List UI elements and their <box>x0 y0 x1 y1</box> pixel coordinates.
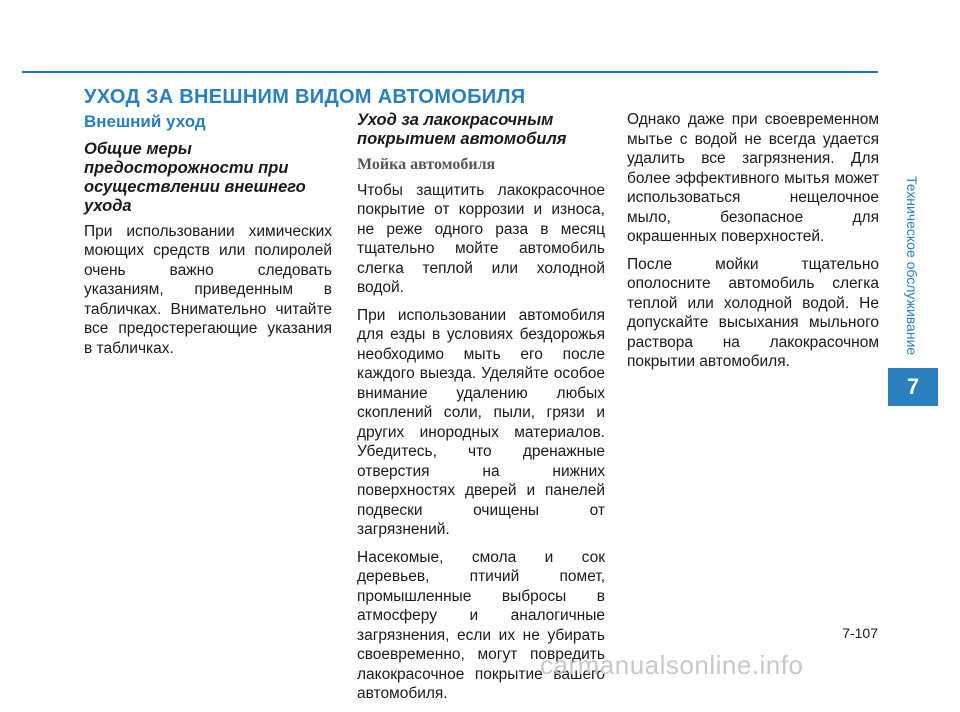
paragraph: Чтобы защитить лакокрасочное покрытие от коррозии и износа, не реже одного раза в месяц тщательно мойте автомобиль слегка теплой или холодной водой. <box>357 181 605 296</box>
page-number: 7-107 <box>842 625 878 641</box>
paragraph: При использовании химических моющих средств или полиролей очень важно следовать указаниям, приведенным в табличках. Внимательно читайте все предостерегающие указания в табличках. <box>84 222 332 357</box>
heading-external-care: Внешний уход <box>84 112 206 131</box>
paragraph: Однако даже при своевременном мытье с водой не всегда удается удалить все загрязнения. Для более эффективного мытья может использоваться нещелочное мыло, безопасное для окрашенных поверхностей. <box>627 111 879 245</box>
subheading-paint-care: Уход за лакокрасочным покрытием автомобиля <box>357 111 567 148</box>
paragraph: При использовании автомобиля для езды в условиях бездорожья необходимо мыть его после каждого выезда. Уделяйте особое внимание удалению любых скоплений соли, пыли, грязи и других инородных материалов. Убедитесь, что дренажные отверстия на нижних поверхностях дверей и панелей подвески очищены от загрязнений. <box>357 306 605 538</box>
side-section-label: Техническое обслуживание <box>904 176 920 356</box>
subheading-precautions: Общие меры предосторожности при осуществлении внешнего ухода <box>84 139 306 215</box>
header-rule <box>22 71 878 73</box>
column-2 <box>357 111 605 712</box>
section-title: УХОД ЗА ВНЕШНИМ ВИДОМ АВТОМОБИЛЯ <box>84 86 526 108</box>
paragraph: Насекомые, смола и сок деревьев, птичий помет, промышленные выбросы в атмосферу и аналогичные загрязнения, если их не убирать своевременно, могут повредить лакокрасочное покрытие вашего автомобиля. <box>357 548 605 702</box>
watermark: carmanualsonline.info <box>540 650 804 680</box>
column-1 <box>84 112 332 366</box>
paragraph: После мойки тщательно ополосните автомобиль слегка теплой или холодной водой. Не допускайте высыхания мыльного раствора на лакокрасочном покрытии автомобиля. <box>627 255 879 370</box>
heading-car-wash: Мойка автомобиля <box>357 156 496 173</box>
column-3 <box>627 110 879 380</box>
chapter-tab[interactable]: 7 <box>888 368 938 406</box>
